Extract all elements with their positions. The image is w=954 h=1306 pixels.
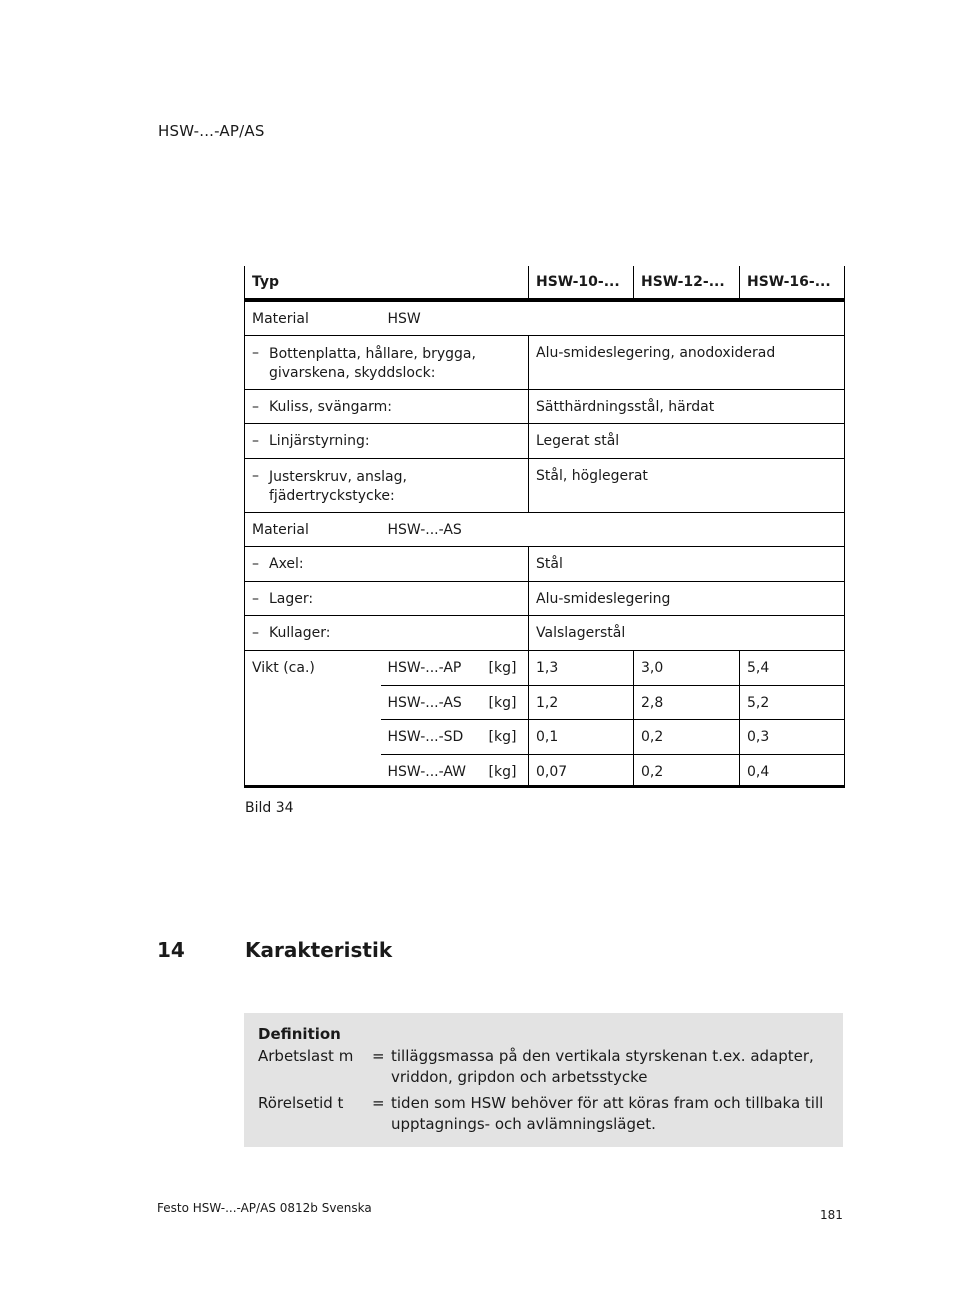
weight-row — [245, 650, 845, 685]
weight-unit: [kg] — [482, 685, 529, 719]
item-label: Lager: — [269, 590, 314, 607]
weight-variant: HSW-...-AP — [381, 650, 482, 685]
item-value: Sätthärdningsstål, härdat — [529, 389, 845, 423]
weight-row — [245, 719, 845, 754]
footer-page-number: 181 — [820, 1208, 843, 1222]
item-label: Axel: — [269, 555, 304, 572]
dash-bullet: – — [252, 624, 259, 641]
table-row — [245, 581, 845, 615]
item-value: Stål, höglegerat — [529, 458, 845, 512]
weight-value-hsw16: 0,4 — [740, 754, 845, 786]
dash-bullet: – — [252, 467, 259, 484]
definition-equals: = — [372, 1047, 385, 1065]
weight-row — [245, 754, 845, 786]
item-label: Kullager: — [269, 624, 331, 641]
item-value: Stål — [529, 546, 845, 581]
weight-row — [245, 685, 845, 719]
weight-variant: HSW-...-AW — [381, 754, 482, 786]
table-row — [245, 458, 845, 512]
definition-description: tiden som HSW behöver för att köras fram och tillbaka till upptagnings- och avlämningsläget. — [391, 1094, 824, 1133]
weight-value-hsw12: 0,2 — [634, 754, 740, 786]
definition-title: Definition — [258, 1025, 341, 1043]
weight-value-hsw16: 5,4 — [740, 650, 845, 685]
col-header-hsw16: HSW-16-... — [740, 266, 845, 300]
table-header-row — [245, 266, 845, 300]
definition-box — [244, 1013, 843, 1147]
weight-value-hsw10: 1,2 — [529, 685, 634, 719]
weight-value-hsw10: 0,07 — [529, 754, 634, 786]
section-number: 14 — [157, 938, 185, 962]
definition-equals: = — [372, 1094, 385, 1112]
table-row — [245, 546, 845, 581]
spec-table — [244, 266, 845, 788]
table-row — [245, 615, 845, 650]
col-header-hsw10: HSW-10-... — [529, 266, 634, 300]
item-label: Justerskruv, anslag, fjädertryckstycke: — [269, 468, 407, 504]
material-variant: HSW-...-AS — [381, 512, 845, 546]
item-label: Kuliss, svängarm: — [269, 398, 392, 415]
item-value: Valslagerstål — [529, 615, 845, 650]
figure-caption: Bild 34 — [245, 800, 294, 816]
dash-bullet: – — [252, 398, 259, 415]
dash-bullet: – — [252, 555, 259, 572]
weight-value-hsw12: 2,8 — [634, 685, 740, 719]
section-title: Karakteristik — [245, 938, 393, 962]
weight-value-hsw16: 0,3 — [740, 719, 845, 754]
weight-value-hsw10: 0,1 — [529, 719, 634, 754]
page-header-title: HSW-...-AP/AS — [158, 122, 265, 140]
dash-bullet: – — [252, 590, 259, 607]
item-value: Alu-smideslegering, anodoxiderad — [529, 335, 845, 389]
weight-unit: [kg] — [482, 754, 529, 786]
table-row — [245, 423, 845, 458]
weight-value-hsw10: 1,3 — [529, 650, 634, 685]
weight-variant: HSW-...-AS — [381, 685, 482, 719]
definition-term: Rörelsetid t — [258, 1094, 344, 1112]
weight-value-hsw16: 5,2 — [740, 685, 845, 719]
dash-bullet: – — [252, 432, 259, 449]
weight-unit: [kg] — [482, 650, 529, 685]
item-label: Linjärstyrning: — [269, 432, 370, 449]
weight-value-hsw12: 3,0 — [634, 650, 740, 685]
table-row — [245, 389, 845, 423]
weight-label: Vikt (ca.) — [245, 650, 381, 685]
definition-description: tilläggsmassa på den vertikala styrskenan t.ex. adapter, vriddon, gripdon och arbetsstycke — [391, 1047, 814, 1086]
weight-variant: HSW-...-SD — [381, 719, 482, 754]
weight-unit: [kg] — [482, 719, 529, 754]
definition-term: Arbetslast m — [258, 1047, 354, 1065]
item-label: Bottenplatta, hållare, brygga, givarskena, skyddslock: — [269, 345, 476, 381]
col-header-hsw12: HSW-12-... — [634, 266, 740, 300]
table-row — [245, 335, 845, 389]
col-header-typ: Typ — [245, 266, 529, 300]
dash-bullet: – — [252, 344, 259, 361]
material-as-row — [245, 512, 845, 546]
material-hsw-row — [245, 300, 845, 335]
item-value: Alu-smideslegering — [529, 581, 845, 615]
item-value: Legerat stål — [529, 423, 845, 458]
weight-value-hsw12: 0,2 — [634, 719, 740, 754]
material-label: Material — [245, 300, 381, 335]
material-variant: HSW — [381, 300, 845, 335]
material-label: Material — [245, 512, 381, 546]
footer-document-info: Festo HSW-...-AP/AS 0812b Svenska — [157, 1201, 372, 1215]
